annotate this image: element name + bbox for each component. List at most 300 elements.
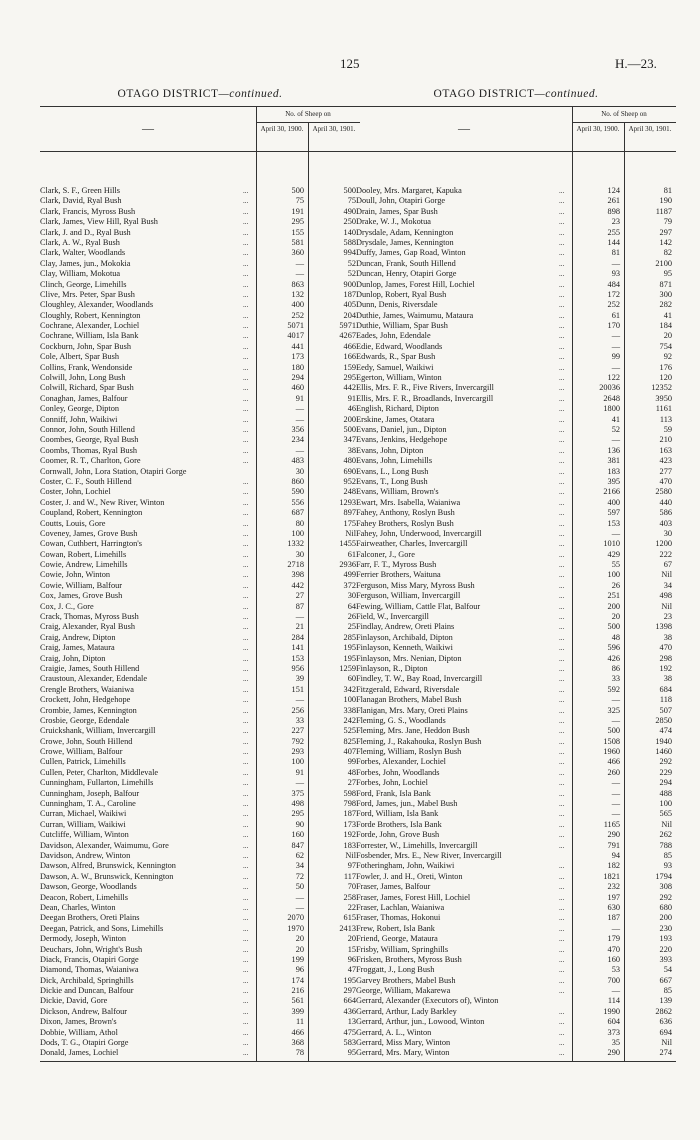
- table-row: [40, 456, 360, 466]
- leader-dots: ...: [243, 613, 249, 622]
- leader-dots: ...: [243, 768, 249, 777]
- document-code: H.—23.: [615, 56, 657, 71]
- sheep-1900: —: [611, 809, 620, 819]
- sheep-1901: 192: [659, 663, 672, 673]
- table-row: [40, 737, 360, 747]
- leader-dots: ...: [559, 540, 565, 549]
- leader-dots: ...: [243, 363, 249, 372]
- sheep-1901: 407: [343, 747, 356, 757]
- leader-dots: ...: [243, 238, 249, 247]
- table-row: [356, 570, 676, 580]
- table-row: [40, 903, 360, 913]
- sheep-1900: 791: [607, 840, 620, 850]
- sheep-1901: Nil: [661, 570, 672, 580]
- sheep-1900: 1821: [603, 871, 620, 881]
- owner-name: Cockburn, John, Spar Bush: [40, 341, 132, 351]
- sheep-1900: 590: [291, 487, 304, 497]
- sheep-1901: 525: [343, 726, 356, 736]
- owner-name: Eades, John, Edendale: [356, 331, 431, 341]
- owner-name: Collins, Frank, Wendonside: [40, 362, 133, 372]
- owner-name: Dickie and Duncan, Balfour: [40, 986, 134, 996]
- owner-name: Fleming, Mrs. Jane, Heddon Bush: [356, 726, 470, 736]
- sheep-1900: —: [611, 986, 620, 996]
- leader-dots: ...: [243, 529, 249, 538]
- table-row: [356, 1038, 676, 1048]
- owner-name: Crowe, John, South Hillend: [40, 736, 133, 746]
- owner-name: Cunningham, T. A., Caroline: [40, 799, 136, 809]
- sheep-1900: 160: [607, 954, 620, 964]
- sheep-1900: 466: [607, 757, 620, 767]
- owner-name: Dunlop, Robert, Ryal Bush: [356, 289, 447, 299]
- owner-name: Ewart, Mrs. Isabella, Waianiwa: [356, 497, 461, 507]
- leader-dots: ...: [559, 924, 565, 933]
- sheep-1900: 55: [611, 560, 620, 570]
- sheep-1901: 70: [347, 882, 356, 892]
- owner-name: Davidson, Andrew, Winton: [40, 851, 131, 860]
- owner-name: Clinch, George, Limehills: [40, 279, 127, 289]
- sheep-1901: 900: [343, 279, 356, 289]
- sheep-1900: 39: [295, 674, 304, 684]
- leader-dots: ...: [243, 488, 249, 497]
- sheep-1900: 20: [611, 612, 620, 622]
- sheep-1901: Nil: [661, 601, 672, 611]
- sheep-1900: 114: [607, 996, 620, 1006]
- sheep-1901: 507: [659, 705, 672, 715]
- owner-name: Crengle Brothers, Waianiwa: [40, 684, 134, 694]
- table-row: [40, 290, 360, 300]
- table-row: [356, 622, 676, 632]
- table-row: [40, 799, 360, 809]
- leader-dots: ...: [559, 374, 565, 383]
- sheep-1900: 179: [607, 934, 620, 944]
- table-row: [356, 602, 676, 612]
- leader-dots: ...: [243, 1039, 249, 1048]
- table-row: [40, 498, 360, 508]
- table-row: [40, 789, 360, 799]
- owner-name: Cowan, Cuthbert, Harrington's: [40, 539, 142, 549]
- owner-name: Cloughly, Robert, Kennington: [40, 310, 141, 320]
- table-row: [40, 196, 360, 206]
- leader-dots: ...: [559, 488, 565, 497]
- leader-dots: ...: [559, 301, 565, 310]
- table-row: [40, 508, 360, 518]
- sheep-1900: 256: [291, 705, 304, 715]
- owner-name: Fairweather, Charles, Invercargill: [356, 539, 468, 549]
- sheep-1900: 847: [291, 840, 304, 850]
- leader-dots: ...: [559, 415, 565, 424]
- owner-name: Falconer, J., Gore: [356, 549, 415, 559]
- leader-dots: ...: [559, 238, 565, 247]
- sheep-1900: —: [611, 715, 620, 725]
- owner-name: Egerton, William, Winton: [356, 373, 442, 383]
- leader-dots: ...: [559, 270, 565, 279]
- sheep-1900: 498: [291, 799, 304, 809]
- table-body: [356, 152, 676, 1059]
- owner-name: Dooley, Mrs. Margaret, Kapuka: [356, 186, 462, 195]
- leader-dots: ...: [243, 820, 249, 829]
- sheep-1900: 500: [607, 622, 620, 632]
- owner-name: Evans, Daniel, jun., Dipton: [356, 424, 447, 434]
- leader-dots: ...: [559, 436, 565, 445]
- leader-dots: ...: [243, 561, 249, 570]
- leader-dots: ...: [243, 1007, 249, 1016]
- owner-name: Frisby, William, Springhills: [356, 944, 449, 954]
- sheep-1901: 586: [659, 508, 672, 518]
- sheep-1901: 1259: [339, 663, 356, 673]
- table-row: [356, 851, 676, 861]
- sheep-1901: 46: [347, 404, 356, 414]
- sheep-1901: 30: [347, 591, 356, 601]
- table-row: [356, 300, 676, 310]
- owner-name: Cowie, William, Balfour: [40, 580, 123, 590]
- sheep-1900: 141: [291, 643, 304, 653]
- table-row: [356, 508, 676, 518]
- owner-name: Froggatt, J., Long Bush: [356, 965, 435, 975]
- leader-dots: ...: [559, 446, 565, 455]
- table-row: [356, 643, 676, 653]
- table-row: [40, 706, 360, 716]
- owner-name: Cutcliffe, William, Winton: [40, 830, 129, 840]
- sheep-1901: 52: [347, 269, 356, 279]
- sheep-1901: 200: [343, 414, 356, 424]
- sheep-1900: 470: [607, 944, 620, 954]
- table-row: [356, 1017, 676, 1027]
- owner-name: Deuchars, John, Wright's Bush: [40, 944, 143, 954]
- sheep-1901: 292: [659, 757, 672, 767]
- table-row: [356, 186, 676, 196]
- leader-dots: ...: [559, 498, 565, 507]
- table-row: [356, 778, 676, 788]
- sheep-1900: 295: [291, 809, 304, 819]
- table-row: [40, 768, 360, 778]
- table-row: [40, 965, 360, 975]
- table-row: [40, 945, 360, 955]
- owner-name: Clive, Mrs. Peter, Spar Bush: [40, 289, 135, 299]
- leader-dots: ...: [559, 592, 565, 601]
- owner-name: Cunningham, Fullarton, Limehills: [40, 778, 154, 788]
- leader-dots: ...: [243, 311, 249, 320]
- sheep-1901: 500: [343, 424, 356, 434]
- leader-dots: ...: [559, 945, 565, 954]
- leader-dots: ...: [243, 228, 249, 237]
- owner-name: Gerrard, A. L., Winton: [356, 1027, 432, 1037]
- leader-dots: ...: [559, 696, 565, 705]
- owner-name: Dixon, James, Brown's: [40, 1017, 117, 1027]
- table-row: [356, 404, 676, 414]
- table-row: [356, 280, 676, 290]
- sheep-1901: 38: [663, 674, 672, 684]
- owner-name: Ellis, Mrs. F. R., Broadlands, Invercargill: [356, 393, 494, 403]
- sheep-1901: 1794: [655, 871, 672, 881]
- sheep-1900: 395: [607, 476, 620, 486]
- owner-name: Edie, Edward, Woodlands: [356, 341, 443, 351]
- sheep-1901: 38: [347, 445, 356, 455]
- leader-dots: ...: [243, 592, 249, 601]
- sheep-1900: 78: [295, 1048, 304, 1058]
- leader-dots: ...: [243, 374, 249, 383]
- table-row: [40, 809, 360, 819]
- sheep-1901: 282: [659, 300, 672, 310]
- leader-dots: ...: [559, 654, 565, 663]
- table-row: [40, 757, 360, 767]
- owner-name: Ferguson, William, Invercargill: [356, 591, 461, 601]
- leader-dots: ...: [243, 800, 249, 809]
- table-row: [40, 404, 360, 414]
- leader-dots: ...: [243, 779, 249, 788]
- leader-dots: ...: [243, 748, 249, 757]
- table-row: [356, 394, 676, 404]
- table-row: [40, 207, 360, 217]
- leader-dots: ...: [559, 311, 565, 320]
- sheep-1901: 258: [343, 892, 356, 902]
- table-row: [356, 976, 676, 986]
- leader-dots: ...: [243, 831, 249, 840]
- sheep-1900: —: [295, 414, 304, 424]
- owner-name: Fraser, Thomas, Hokonui: [356, 913, 441, 923]
- sheep-1900: 2648: [603, 393, 620, 403]
- table-row: [356, 519, 676, 529]
- sheep-1900: 100: [291, 757, 304, 767]
- owner-name: Clark, S. F., Green Hills: [40, 186, 120, 195]
- sheep-1900: 33: [295, 715, 304, 725]
- table-row: [40, 300, 360, 310]
- sheep-1900: 91: [295, 767, 304, 777]
- owner-name: Ford, James, jun., Mabel Bush: [356, 799, 458, 809]
- owner-name: Duncan, Henry, Otapiri Gorge: [356, 269, 457, 279]
- table-row: [40, 477, 360, 487]
- sheep-1900: 956: [291, 663, 304, 673]
- sheep-1900: 30: [295, 549, 304, 559]
- leader-dots: ...: [559, 529, 565, 538]
- sheep-1900: 252: [291, 310, 304, 320]
- table-row: [356, 934, 676, 944]
- leader-dots: ...: [243, 322, 249, 331]
- table-row: [40, 674, 360, 684]
- sheep-1901: 61: [347, 549, 356, 559]
- owner-name: Duthie, James, Waimumu, Mataura: [356, 310, 474, 320]
- leader-dots: ...: [559, 779, 565, 788]
- owner-name: Cunningham, Joseph, Balfour: [40, 788, 140, 798]
- table-row: [356, 591, 676, 601]
- sheep-1900: 50: [295, 882, 304, 892]
- sheep-1901: 193: [659, 934, 672, 944]
- table-row: [356, 1048, 676, 1058]
- leader-dots: ...: [243, 290, 249, 299]
- sheep-1901: 229: [659, 767, 672, 777]
- leader-dots: ...: [559, 342, 565, 351]
- sheep-1900: 500: [607, 726, 620, 736]
- leader-dots: ...: [243, 353, 249, 362]
- sheep-1900: 860: [291, 476, 304, 486]
- sheep-1901: 475: [343, 1027, 356, 1037]
- leader-dots: ...: [559, 675, 565, 684]
- leader-dots: ...: [243, 727, 249, 736]
- owner-name: Gerrard, Mrs. Mary, Winton: [356, 1048, 450, 1058]
- sheep-1901: 183: [343, 840, 356, 850]
- sheep-1901: 26: [347, 612, 356, 622]
- table-row: [40, 976, 360, 986]
- table-row: [356, 238, 676, 248]
- table-row: [40, 321, 360, 331]
- owner-name: Craigie, James, South Hillend: [40, 663, 140, 673]
- sheep-1900: 290: [607, 830, 620, 840]
- owner-name: Craig, Alexander, Ryal Bush: [40, 622, 135, 632]
- table-row: [40, 238, 360, 248]
- sheep-1901: 192: [343, 830, 356, 840]
- sheep-1901: 1398: [655, 622, 672, 632]
- leader-dots: ...: [559, 322, 565, 331]
- sheep-1901: 680: [659, 902, 672, 912]
- leader-dots: ...: [243, 332, 249, 341]
- sheep-1901: 79: [663, 217, 672, 227]
- leader-dots: ...: [559, 789, 565, 798]
- leader-dots: ...: [559, 384, 565, 393]
- table-header: [356, 106, 676, 152]
- table-row: [356, 352, 676, 362]
- table-row: [356, 487, 676, 497]
- sheep-1900: 356: [291, 424, 304, 434]
- leader-dots: ...: [559, 862, 565, 871]
- sheep-1901: 897: [343, 508, 356, 518]
- leader-dots: ...: [559, 1018, 565, 1027]
- page-number: 125: [340, 56, 360, 71]
- sheep-1900: 96: [295, 965, 304, 975]
- leader-dots: ...: [559, 561, 565, 570]
- sheep-1900: —: [611, 788, 620, 798]
- leader-dots: ...: [559, 716, 565, 725]
- sheep-1901: 436: [343, 1006, 356, 1016]
- sheep-1901: 292: [659, 892, 672, 902]
- owner-name: Clark, J. and D., Ryal Bush: [40, 227, 131, 237]
- table-row: [40, 539, 360, 549]
- sheep-1901: 27: [347, 778, 356, 788]
- owner-name: Cox, James, Grove Bush: [40, 591, 123, 601]
- owner-name: Forbes, John, Woodlands: [356, 767, 440, 777]
- sheep-1901: 488: [659, 788, 672, 798]
- owner-name: Gerrard, Arthur, Lady Barkley: [356, 1006, 457, 1016]
- owner-name: Diack, Francis, Otapiri Gorge: [40, 954, 139, 964]
- leader-dots: ...: [243, 519, 249, 528]
- leader-dots: ...: [559, 872, 565, 881]
- leader-dots: ...: [243, 446, 249, 455]
- sheep-1900: 630: [607, 902, 620, 912]
- table-row: [40, 581, 360, 591]
- owner-name: Evans, John, Limehills: [356, 456, 433, 466]
- table-row: [356, 331, 676, 341]
- table-row: [356, 456, 676, 466]
- leader-dots: ...: [559, 1028, 565, 1037]
- owner-name: Clark, David, Ryal Bush: [40, 196, 122, 206]
- leader-dots: ...: [559, 550, 565, 559]
- sheep-1900: 136: [607, 445, 620, 455]
- sheep-1901: 598: [343, 788, 356, 798]
- sheep-1901: 187: [343, 809, 356, 819]
- owner-name: Craig, James, Mataura: [40, 643, 115, 653]
- sheep-1901: 480: [343, 456, 356, 466]
- owner-name: Forrester, W., Limehills, Invercargill: [356, 840, 478, 850]
- leader-dots: ...: [559, 914, 565, 923]
- sheep-1900: 94: [611, 851, 620, 860]
- table-row: [40, 363, 360, 373]
- sheep-1900: 100: [291, 528, 304, 538]
- sheep-1901: 91: [347, 393, 356, 403]
- table-row: [356, 737, 676, 747]
- owner-name: English, Richard, Dipton: [356, 404, 439, 414]
- sheep-1900: 234: [291, 435, 304, 445]
- sheep-1900: 255: [607, 227, 620, 237]
- sheep-1900: 35: [611, 1038, 620, 1048]
- table-row: [40, 726, 360, 736]
- table-row: [40, 695, 360, 705]
- sheep-1901: 342: [343, 684, 356, 694]
- sheep-1900: 20036: [599, 383, 620, 393]
- owner-name: Cloughley, Alexander, Woodlands: [40, 300, 154, 310]
- owner-name: Forbes, John, Lochiel: [356, 778, 428, 788]
- sheep-1901: 372: [343, 580, 356, 590]
- sheep-1900: 898: [607, 206, 620, 216]
- sheep-1900: 1508: [603, 736, 620, 746]
- sheep-1900: 41: [611, 414, 620, 424]
- sheep-1900: 483: [291, 456, 304, 466]
- table-row: [40, 851, 360, 861]
- year-1901-header: April 30, 1901.: [628, 125, 672, 133]
- owner-name: Farr, F. T., Myross Bush: [356, 560, 437, 570]
- sheep-1901: Nil: [661, 819, 672, 829]
- table-row: [40, 446, 360, 456]
- owner-name: Conley, George, Dipton: [40, 404, 120, 414]
- owner-name: George, William, Makarewa: [356, 986, 451, 996]
- sheep-1901: 470: [659, 476, 672, 486]
- table-row: [40, 467, 360, 477]
- table-row: [356, 207, 676, 217]
- leader-dots: ...: [559, 664, 565, 673]
- owner-name: Coster, J. and W., New River, Winton: [40, 497, 165, 507]
- sheep-1901: 490: [343, 206, 356, 216]
- owner-name: Frew, Robert, Isla Bank: [356, 923, 435, 933]
- sheep-1900: 182: [607, 861, 620, 871]
- table-row: [40, 342, 360, 352]
- sheep-1900: 1332: [287, 539, 304, 549]
- owner-name: Dawson, George, Woodlands: [40, 882, 137, 892]
- sheep-1900: 400: [607, 497, 620, 507]
- owner-name: Forbes, Alexander, Lochiel: [356, 757, 446, 767]
- leader-dots: ...: [243, 976, 249, 985]
- leader-dots: ...: [243, 789, 249, 798]
- owner-name: Fowler, J. and H., Oreti, Winton: [356, 871, 463, 881]
- leader-dots: ...: [559, 280, 565, 289]
- owner-name: Findlay, Andrew, Oreti Plains: [356, 622, 455, 632]
- table-row: [40, 415, 360, 425]
- table-row: [356, 965, 676, 975]
- table-row: [356, 674, 676, 684]
- sheep-1901: 442: [343, 383, 356, 393]
- owner-name: Ferrier Brothers, Waituna: [356, 570, 441, 580]
- sheep-1900: 200: [607, 601, 620, 611]
- sheep-1901: 175: [343, 518, 356, 528]
- sheep-1900: 216: [291, 986, 304, 996]
- table-row: [356, 913, 676, 923]
- sheep-1900: —: [611, 258, 620, 268]
- sheep-1900: 604: [607, 1017, 620, 1027]
- sheep-1900: 155: [291, 227, 304, 237]
- leader-dots: ...: [559, 748, 565, 757]
- owner-name: Crack, Thomas, Myross Bush: [40, 612, 139, 622]
- sheep-1901: 565: [659, 809, 672, 819]
- sheep-1901: 64: [347, 601, 356, 611]
- sheep-1900: —: [611, 695, 620, 705]
- leader-dots: ...: [559, 581, 565, 590]
- sheep-1900: 460: [291, 383, 304, 393]
